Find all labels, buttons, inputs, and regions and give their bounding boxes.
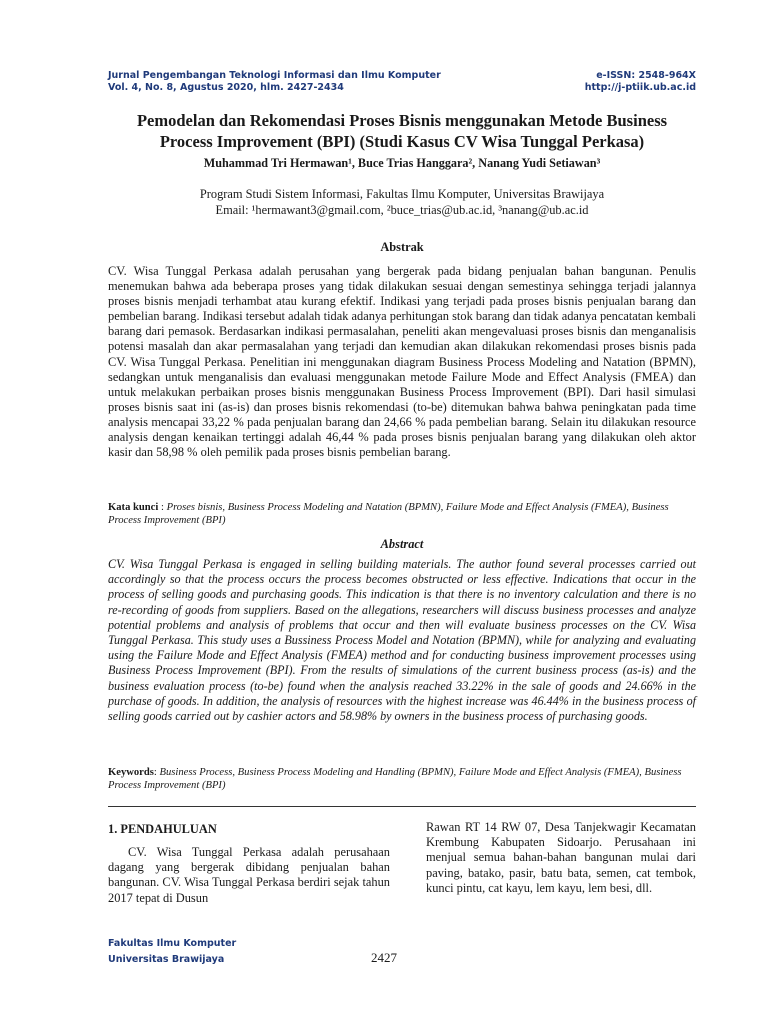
abstrak-heading: Abstrak <box>380 240 424 254</box>
journal-eissn: e-ISSN: 2548-964X <box>596 70 696 81</box>
author-emails: Email: ¹hermawant3@gmail.com, ²buce_trias@ub.ac.id, ³nanang@ub.ac.id <box>215 203 589 217</box>
paper-authors: Muhammad Tri Hermawan¹, Buce Trias Hanggara², Nanang Yudi Setiawan³ <box>203 156 601 170</box>
kata-kunci-label: Kata kunci <box>108 502 159 513</box>
page-number: 2427 <box>371 950 397 965</box>
journal-name: Jurnal Pengembangan Teknologi Informasi dan Ilmu Komputer <box>108 70 441 81</box>
section-heading-pendahuluan: 1. PENDAHULUAN <box>108 822 217 836</box>
right-column <box>426 820 696 896</box>
abstract-text: CV. Wisa Tunggal Perkasa is engaged in selling building materials. The author found several processes carried out accordingly so that the process occurs the process becomes obstructed or less effective. Indications that occur in the process of selling goods and purchasing goods. This indication is that there is no inventory calculation and there is no re-recording of goods from suppliers. Based on the allegations, researchers will discuss business processes and analyze potential problems and analysis of problems that occur and then will evaluate business processes on the CV. Wisa Tunggal Perkasa. This study uses a Bussiness Process Model and Notation (BPMN), while for analyzing and evaluating using the Failure Mode and Effect Analysis (FMEA) method and for conducting business improvement processes using Business Process Improvement (BPI). From the results of simulations of the current business process (as-is) and the business evaluation process (to-be) found when the analysis reached 33.22% in the sale of goods and 24.66% in the purchase of goods. In addition, the analysis of resources with the highest increase was 46.44% in the business process of selling goods carried out by cashier actors and 58.98% by owners in the business process of purchasing goods. <box>108 557 696 724</box>
abstrak-text: CV. Wisa Tunggal Perkasa adalah perusahan yang bergerak pada bidang penjualan bahan bangunan. Penulis menemukan bahwa ada beberapa proses yang tidak dilakukan sesuai dengan semestinya sehingga terjadi jalannya proses bisnis menjadi terhambat atau kurang efektif. Indikasi yang terjadi pada proses bisnis penjualan barang dan pembelian barang. Indikasi tersebut adalah tidak adanya perhitungan stok barang dan tidak adanya pencatatan kembali barang dari pemasok. Berdasarkan indikasi permasalahan, peneliti akan mengevaluasi proses bisnis dan menganalisis potensi masalah dan akar permasalahan yang terjadi dan kemudian akan dilakukan rekomendasi proses bisnis pada CV. Wisa Tunggal Perkasa. Penelitian ini menggunakan diagram Business Process Modeling and Natation (BPMN), sedangkan untuk menganalisis dan evaluasi menggunakan metode Failure Mode and Effect Analysis (FMEA) dan untuk melakukan perbaikan proses bisnis menggunakan Business Process Improvement (BPI). Dari hasil simulasi proses bisnis saat ini (as-is) dan proses bisnis rekomendasi (to-be) ditemukan bahwa bahwa peningkatan pada time analysis mencapai 33,22 % pada penjualan barang dan 24,66 % pada pembelian barang. Selain itu dilakukan resource analysis dengan kenaikan tertinggi adalah 46,44 % pada proses bisnis penjualan barang yang dilakukan oleh aktor kasir dan 58,98 % oleh pemilik pada proses bisnis pembelian barang. <box>108 264 696 460</box>
footer-faculty: Fakultas Ilmu Komputer <box>108 938 237 949</box>
kata-kunci: Kata kunci : Proses bisnis, Business Process Modeling and Natation (BPMN), Failure Mode and Effect Analysis (FMEA), Business Process Improvement (BPI) <box>108 502 669 526</box>
affiliation-block <box>108 186 696 218</box>
journal-url[interactable]: http://j-ptiik.ub.ac.id <box>584 82 696 93</box>
journal-header <box>108 70 696 94</box>
body-paragraph-left: CV. Wisa Tunggal Perkasa adalah perusahaan dagang yang bergerak dibidang penjualan bahan bangunan. CV. Wisa Tunggal Perkasa berdiri sejak tahun 2017 tepat di Dusun <box>108 845 390 905</box>
footer-university: Universitas Brawijaya <box>108 954 225 965</box>
keywords: Keywords: Business Process, Business Process Modeling and Handling (BPMN), Failure Mode and Effect Analysis (FMEA), Business Process Improvement (BPI) <box>108 767 682 791</box>
left-column <box>108 822 390 906</box>
journal-volume: Vol. 4, No. 8, Agustus 2020, hlm. 2427-2434 <box>108 82 344 93</box>
abstract-heading: Abstract <box>380 537 424 551</box>
body-paragraph-right: Rawan RT 14 RW 07, Desa Tanjekwagir Kecamatan Krembung Kabupaten Sidoarjo. Perusahaan ini menjual semua bahan-bahan bangunan mulai dari paving, batako, pasir, batu bata, semen, cat tembok, kunci pintu, cat kayu, lem kayu, lem besi, dll. <box>426 820 696 895</box>
keywords-label: Keywords <box>108 767 154 778</box>
affiliation: Program Studi Sistem Informasi, Fakultas Ilmu Komputer, Universitas Brawijaya <box>199 187 605 201</box>
paper-title <box>108 110 696 152</box>
keywords-text: Business Process, Business Process Modeling and Handling (BPMN), Failure Mode and Effect Analysis (FMEA), Business Process Improvement (BPI) <box>108 767 682 791</box>
title-line-2: Process Improvement (BPI) (Studi Kasus CV Wisa Tunggal Perkasa) <box>159 132 645 151</box>
title-line-1: Pemodelan dan Rekomendasi Proses Bisnis menggunakan Metode Business <box>136 111 668 130</box>
kata-kunci-text: Proses bisnis, Business Process Modeling and Natation (BPMN), Failure Mode and Effect Analysis (FMEA), Business Process Improvement (BPI) <box>108 502 669 526</box>
section-divider <box>108 806 696 807</box>
